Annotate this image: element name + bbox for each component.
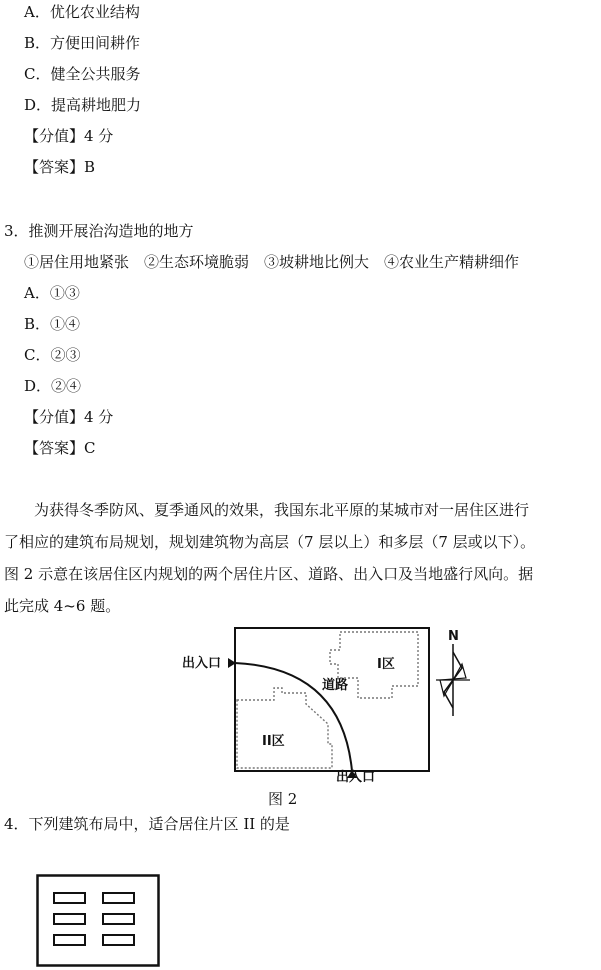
passage-line-4: 此完成 4~6 题。 [4, 597, 121, 615]
north-label: N [448, 629, 459, 644]
zone-2-boundary [237, 688, 332, 768]
zone-2-label: II区 [262, 734, 285, 749]
q2-score: 【分值】4 分 [24, 127, 114, 145]
q3-option-c: C．②③ [24, 346, 81, 364]
q3-option-d: D．②④ [24, 377, 82, 395]
road-label: 道路 [322, 678, 349, 693]
zone-1-label: I区 [377, 657, 395, 672]
figure-2-map [170, 620, 490, 786]
figure-2-caption: 图 2 [268, 790, 298, 808]
passage-line-2: 了相应的建筑布局规划，规划建筑物为高层（7 层以上）和多层（7 层或以下）。 [4, 533, 536, 551]
q3-answer: 【答案】C [24, 439, 96, 457]
building-block [54, 914, 85, 924]
q2-option-a: A．优化农业结构 [24, 3, 140, 21]
passage-line-3: 图 2 示意在该居住区内规划的两个居住片区、道路、出入口及当地盛行风向。据 [4, 565, 534, 583]
passage-line-1: 为获得冬季防风、夏季通风的效果，我国东北平原的某城市对一居住区进行 [34, 501, 530, 519]
q2-answer: 【答案】B [24, 158, 96, 176]
building-block [103, 935, 134, 945]
q4-layout-diagram [36, 874, 162, 968]
q3-score: 【分值】4 分 [24, 408, 114, 426]
q3-stem: 3．推测开展治沟造地的地方 [4, 222, 194, 240]
entrance-left-label: 出入口 [182, 656, 222, 671]
entrance-bottom-label: 出入口 [336, 769, 376, 785]
wind-rose-icon [436, 644, 470, 716]
building-block [103, 893, 134, 903]
q2-option-c: C．健全公共服务 [24, 65, 141, 83]
q3-option-b: B．①④ [24, 315, 81, 333]
q2-option-b: B．方便田间耕作 [24, 34, 141, 52]
q3-items: ①居住用地紧张 ②生态环境脆弱 ③坡耕地比例大 ④农业生产精耕细作 [24, 253, 520, 271]
q4-stem: 4．下列建筑布局中，适合居住片区 II 的是 [4, 815, 290, 833]
layout-frame [38, 876, 159, 966]
building-block [54, 893, 85, 903]
q3-option-a: A．①③ [24, 284, 80, 302]
building-block [54, 935, 85, 945]
building-block [103, 914, 134, 924]
q2-option-d: D．提高耕地肥力 [24, 96, 142, 114]
